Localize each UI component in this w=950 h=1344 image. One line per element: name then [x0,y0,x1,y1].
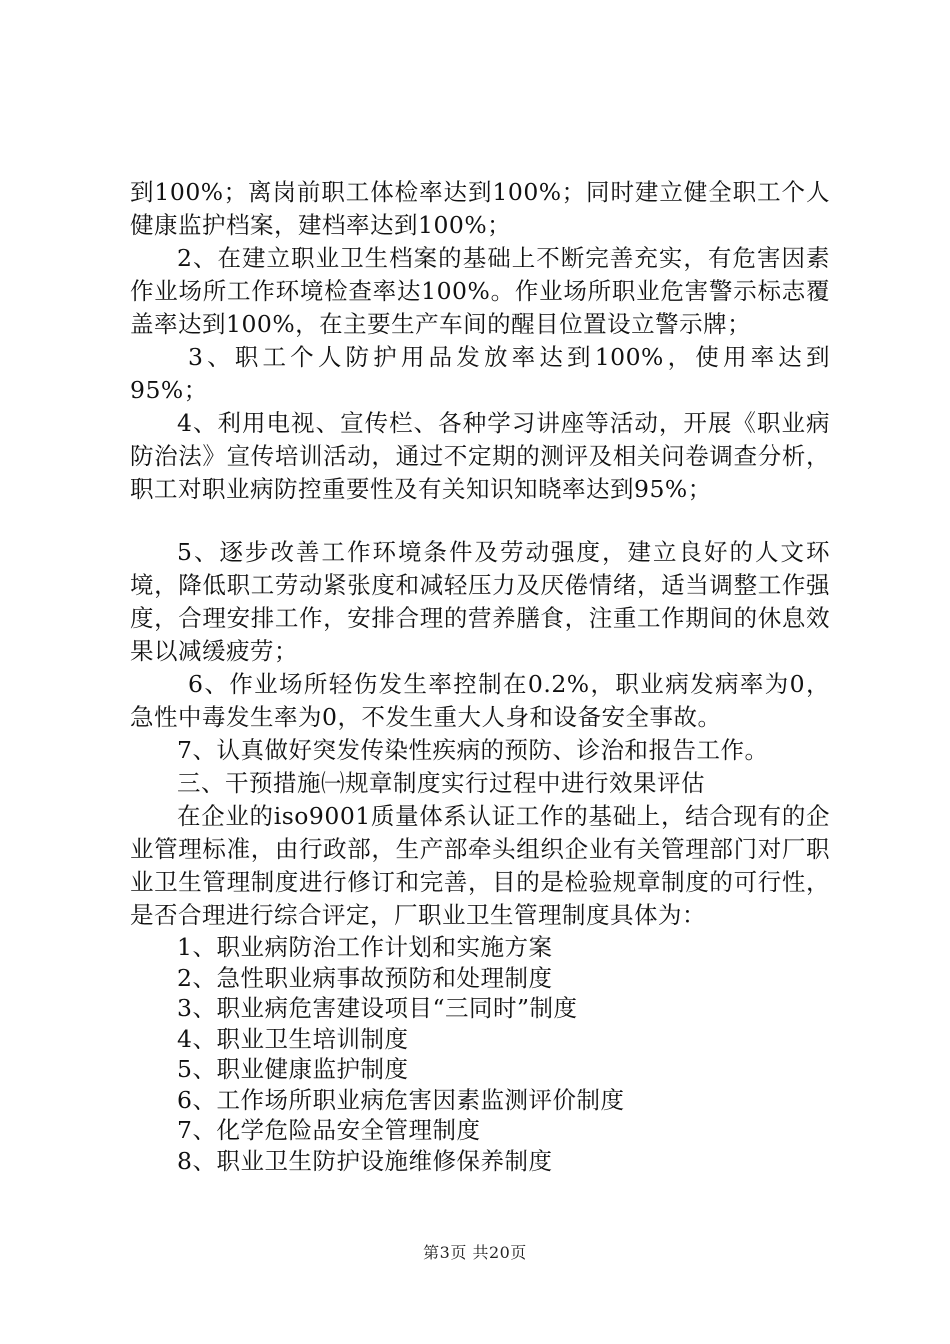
paragraph-item-3: 3、职工个人防护用品发放率达到100%，使用率达到95%； [130,343,830,404]
list-item: 4、职业卫生培训制度 [177,1024,409,1053]
paragraph-item-2: 2、在建立职业卫生档案的基础上不断完善充实，有危害因素作业场所工作环境检查率达100%。作业场所职业危害警示标志覆盖率达到100%，在主要生产车间的醒目位置设立警示牌； [130,244,830,338]
list-item: 1、职业病防治工作计划和实施方案 [177,933,553,961]
list-item: 3、职业病危害建设项目“三同时”制度 [177,994,578,1022]
paragraph-item-4: 4、利用电视、宣传栏、各种学习讲座等活动，开展《职业病防治法》宣传培训活动，通过不定期的测评及相关问卷调查分析，职工对职业病防控重要性及有关知识知晓率达到95%； [130,409,830,503]
paragraph-intro: 在企业的iso9001质量体系认证工作的基础上，结合现有的企业管理标准，由行政部，生产部牵头组织企业有关管理部门对厂职业卫生管理制度进行修订和完善，目的是检验规章制度的可行性，是否合理进行综合评定，厂职业卫生管理制度具体为： [130,802,830,929]
paragraph-item-5: 5、逐步改善工作环境条件及劳动强度，建立良好的人文环境，降低职工劳动紧张度和减轻压力及厌倦情绪，适当调整工作强度，合理安排工作，安排合理的营养膳食，注重工作期间的休息效果以减缓疲劳； [130,538,830,665]
list-item: 2、急性职业病事故预防和处理制度 [177,963,553,992]
paragraph-item-7: 7、认真做好突发传染性疾病的预防、诊治和报告工作。 [177,736,769,764]
page-number-footer: 第3页 共20页 [423,1243,527,1262]
list-item: 5、职业健康监护制度 [177,1055,409,1083]
list-item: 6、工作场所职业病危害因素监测评价制度 [177,1085,625,1114]
paragraph-item-6: 6、作业场所轻伤发生率控制在0.2%，职业病发病率为0，急性中毒发生率为0，不发生重大人身和设备安全事故。 [130,670,830,731]
paragraph-continuation: 到100%；离岗前职工体检率达到100%；同时建立健全职工个人健康监护档案，建档率达到100%； [130,178,830,239]
list-item: 7、化学危险品安全管理制度 [177,1116,481,1144]
list-item: 8、职业卫生防护设施维修保养制度 [177,1146,553,1175]
regulation-list [130,932,830,1176]
section-heading: 三、干预措施㈠规章制度实行过程中进行效果评估 [177,769,705,797]
document-body [130,176,830,1176]
